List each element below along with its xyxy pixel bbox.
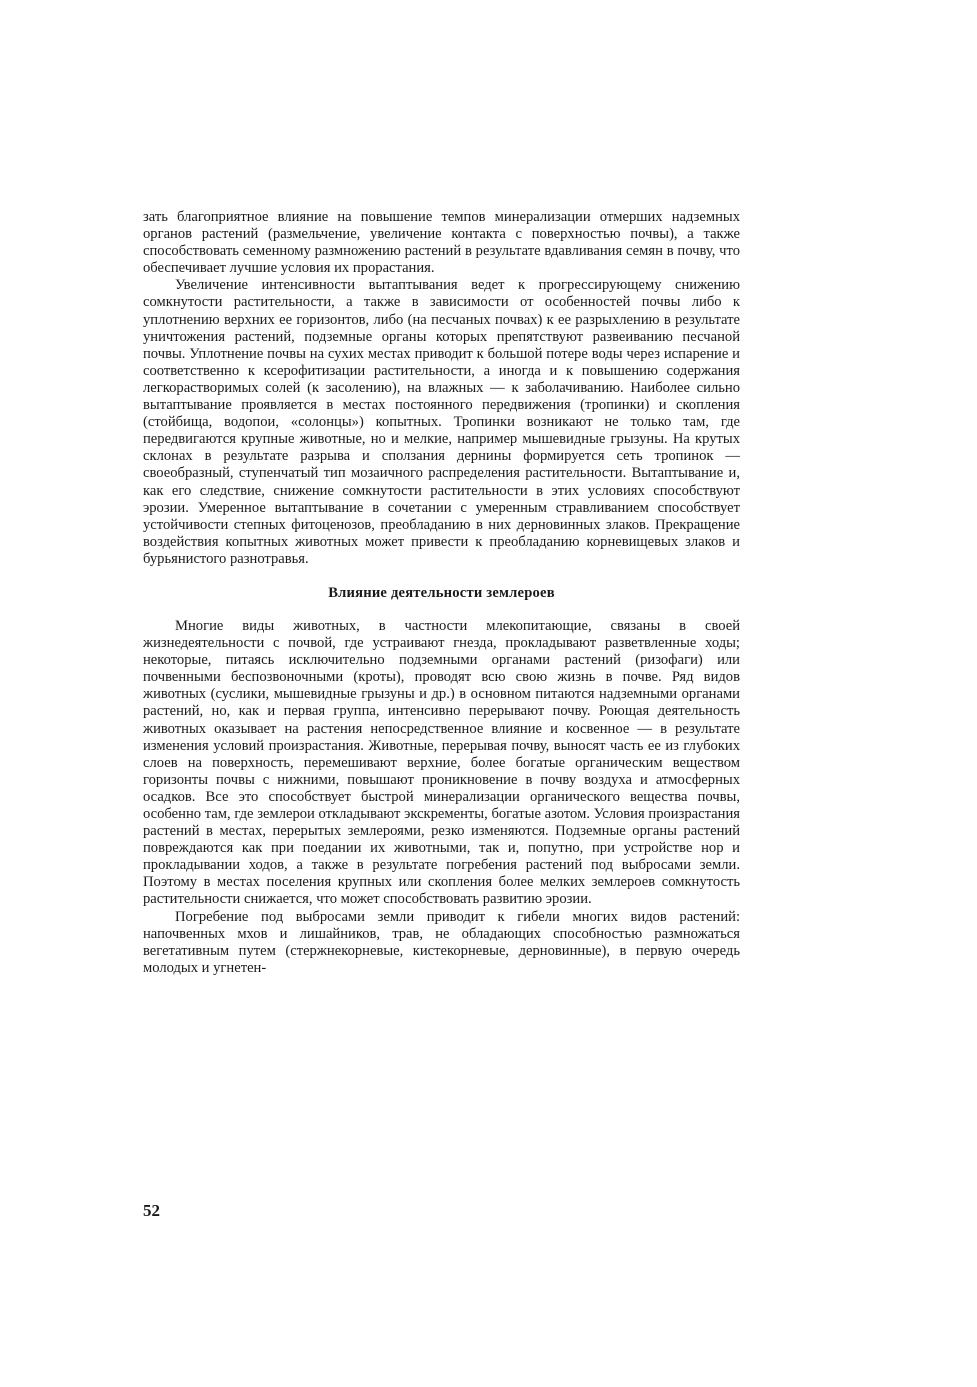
paragraph-trampling: Увеличение интенсивности вытаптывания ведет к прогрессирующему снижению сомкнутости растительности, а также в зависимости от особенностей почвы либо к уплотнению верхних ее горизонтов, либо (на песчаных почвах) к ее разрыхлению в результате уничтожения растений, подземные органы которых препятствуют развеиванию песчаной почвы. Уплотнение почвы на сухих местах приводит к большой потере воды через испарение и соответственно к ксерофитизации растительности, а иногда и к повышению содержания легкорастворимых солей (к засолению), на влажных — к заболачиванию. Наиболее сильно вытаптывание проявляется в местах постоянного передвижения (тропинки) и скопления (стойбища, водопои, «солонцы») копытных. Тропинки возникают не только там, где передвигаются крупные животные, но и мелкие, например мышевидные грызуны. На крутых склонах в результате разрыва и сползания дернины формируется сеть тропинок — своеобразный, ступенчатый тип мозаичного распределения растительности. Вытаптывание и, как его следствие, снижение сомкнутости растительности в этих условиях способствуют эрозии. Умеренное вытаптывание в сочетании с умеренным стравливанием способствует устойчивости степных фитоценозов, преобладанию в них дерновинных злаков. Прекращение воздействия копытных животных может привести к преобладанию корневищевых злаков и бурьянистого разнотравья. — [143, 277, 740, 567]
paragraph-continuation: зать благоприятное влияние на повышение темпов минерализации отмерших надземных органов растений (размельчение, увеличение контакта с поверхностью почвы), а также способствовать семенному размножению растений в результате вдавливания семян в почву, что обеспечивает лучшие условия их прорастания. — [143, 209, 740, 277]
section-heading: Влияние деятельности землероев — [328, 584, 555, 601]
paragraph-burrowers: Многие виды животных, в частности млекопитающие, связаны в своей жизнедеятельности с почвой, где устраивают гнезда, прокладывают разветвленные ходы; некоторые, питаясь исключительно подземными органами растений (ризофаги) или почвенными беспозвоночными (кроты), проводят всю свою жизнь в почве. Ряд видов животных (суслики, мышевидные грызуны и др.) в основном питаются надземными органами растений, но, как и первая группа, интенсивно перерывают почву. Роющая деятельность животных оказывает на растения непосредственное влияние и косвенное — в результате изменения условий произрастания. Животные, перерывая почву, выносят часть ее из глубоких слоев на поверхность, перемешивают верхние, более богатые органическим веществом горизонты почвы с нижними, повышают проникновение в почву воздуха и атмосферных осадков. Все это способствует быстрой минерализации органического вещества почвы, особенно там, где землерои откладывают экскременты, богатые азотом. Условия произрастания растений в местах, перерытых землероями, резко изменяются. Подземные органы растений повреждаются как при поедании их животными, так и, попутно, при устройстве нор и прокладывании ходов, а также в результате погребения растений под выбросами земли. Поэтому в местах поселения крупных или скопления более мелких землероев сомкнутость растительности снижается, что может способствовать развитию эрозии. — [143, 617, 740, 908]
page-body — [143, 209, 740, 977]
paragraph-burial: Погребение под выбросами земли приводит к гибели многих видов растений: напочвенных мхов и лишайников, трав, не обладающих способностью размножаться вегетативным путем (стержнекорневые, кистекорневые, дерновинные), в первую очередь молодых и угнетен- — [143, 908, 740, 976]
page-number: 52 — [143, 1201, 160, 1220]
